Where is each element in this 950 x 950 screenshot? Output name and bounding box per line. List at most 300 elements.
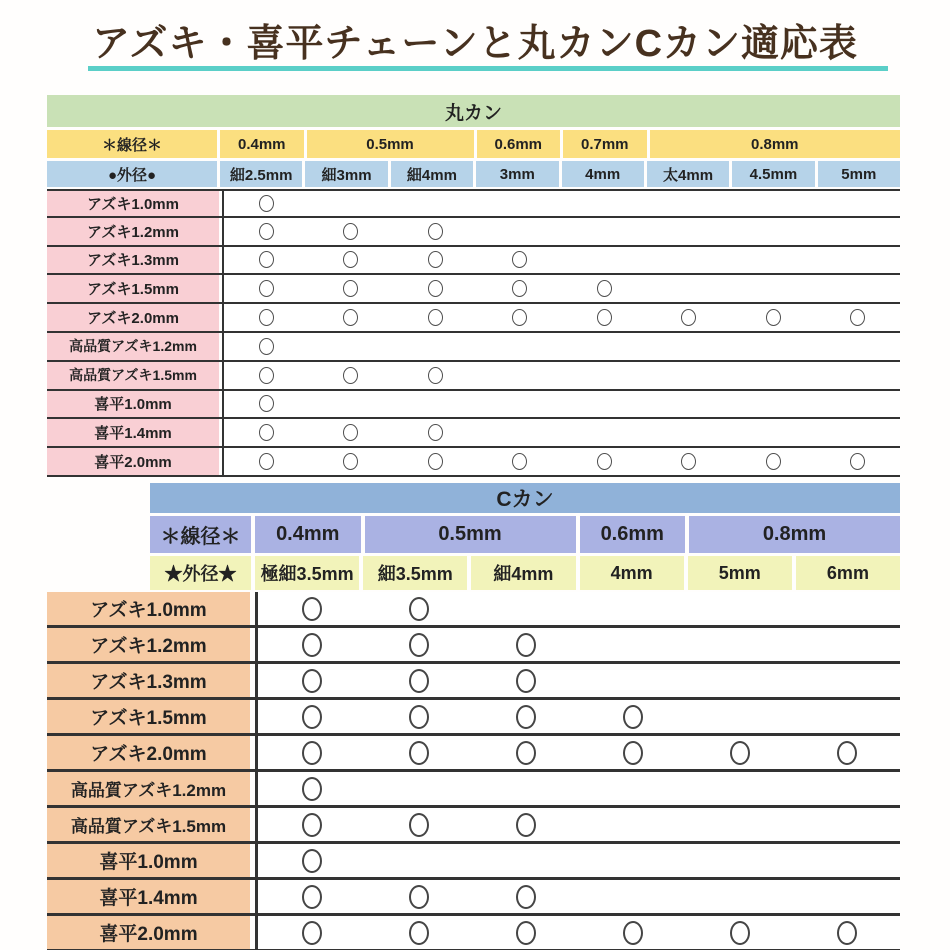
- compat-cell: [562, 304, 647, 331]
- circle-mark: [259, 309, 274, 326]
- compat-cell: [647, 191, 732, 216]
- compat-cell: [731, 304, 816, 331]
- circle-mark: [409, 921, 429, 945]
- outer-diameter-value: 4.5mm: [732, 161, 814, 187]
- compat-cell: [731, 391, 816, 418]
- compat-cells: [222, 191, 900, 216]
- outer-diameter-value: 3mm: [476, 161, 558, 187]
- compat-cell: [365, 844, 472, 877]
- circle-mark: [428, 251, 443, 268]
- compat-cell: [478, 275, 563, 302]
- compat-cell: [816, 304, 901, 331]
- compat-cells: [222, 419, 900, 446]
- compat-cells: [255, 880, 900, 913]
- compat-cell: [365, 880, 472, 913]
- compat-cell: [793, 880, 900, 913]
- compat-cells: [255, 772, 900, 805]
- compat-cell: [478, 448, 563, 475]
- wire-diameter-value: 0.4mm: [220, 130, 304, 158]
- compat-cell: [793, 808, 900, 841]
- compat-cell: [365, 628, 472, 661]
- compat-cell: [579, 844, 686, 877]
- compat-cell: [224, 247, 309, 274]
- compat-cell: [579, 916, 686, 949]
- table-row: [47, 628, 900, 664]
- circle-mark: [343, 223, 358, 240]
- chain-label: アズキ1.2mm: [47, 628, 250, 661]
- compat-cell: [793, 772, 900, 805]
- circle-mark: [302, 633, 322, 657]
- circle-mark: [302, 597, 322, 621]
- compat-cell: [647, 448, 732, 475]
- chain-label: 喜平1.4mm: [47, 880, 250, 913]
- circle-mark: [730, 741, 750, 765]
- chain-label: 喜平1.0mm: [47, 844, 250, 877]
- circle-mark: [259, 223, 274, 240]
- compat-cell: [309, 247, 394, 274]
- chain-label: アズキ2.0mm: [47, 304, 219, 331]
- chain-label: 喜平2.0mm: [47, 916, 250, 949]
- marukan-outer-diameter-row: [47, 161, 900, 187]
- outer-diameter-value: 4mm: [580, 556, 684, 590]
- wire-diameter-value: 0.7mm: [563, 130, 647, 158]
- compat-cell: [258, 700, 365, 733]
- ckan-wire-diameter-label: ＊線径＊: [150, 516, 251, 553]
- compat-cells: [255, 844, 900, 877]
- compat-cell: [478, 191, 563, 216]
- compat-cell: [562, 218, 647, 245]
- compat-cells: [255, 736, 900, 769]
- wire-diameter-value: 0.4mm: [255, 516, 361, 553]
- wire-diameter-value: 0.6mm: [580, 516, 686, 553]
- compat-cells: [222, 275, 900, 302]
- marukan-table-title: 丸カン: [47, 95, 900, 127]
- compat-cell: [309, 218, 394, 245]
- compat-cell: [686, 880, 793, 913]
- compat-cell: [816, 419, 901, 446]
- compat-cell: [731, 275, 816, 302]
- compat-cell: [472, 880, 579, 913]
- compat-cell: [365, 916, 472, 949]
- table-row: [47, 664, 900, 700]
- circle-mark: [512, 309, 527, 326]
- compat-cell: [816, 448, 901, 475]
- chain-label: 高品質アズキ1.5mm: [47, 808, 250, 841]
- circle-mark: [623, 921, 643, 945]
- compat-cell: [309, 391, 394, 418]
- circle-mark: [850, 309, 865, 326]
- compat-cells: [222, 218, 900, 245]
- wire-diameter-value: 0.8mm: [689, 516, 900, 553]
- compat-cell: [309, 333, 394, 360]
- compat-cells: [255, 592, 900, 625]
- circle-mark: [516, 921, 536, 945]
- circle-mark: [516, 813, 536, 837]
- circle-mark: [302, 885, 322, 909]
- compat-cell: [647, 362, 732, 389]
- compat-cell: [393, 333, 478, 360]
- compat-cell: [258, 736, 365, 769]
- ckan-outer-diameter-label: ★外径★: [150, 556, 251, 590]
- compat-cell: [224, 448, 309, 475]
- compat-cell: [647, 333, 732, 360]
- compat-cell: [258, 664, 365, 697]
- compat-cell: [579, 736, 686, 769]
- compat-cell: [731, 247, 816, 274]
- compat-cell: [686, 592, 793, 625]
- marukan-wire-diameter-row: [47, 130, 900, 158]
- compat-cell: [686, 664, 793, 697]
- compat-cell: [686, 700, 793, 733]
- marukan-outer-diameter-label: ●外径●: [47, 161, 217, 187]
- compat-cell: [816, 362, 901, 389]
- compat-cell: [562, 191, 647, 216]
- compat-cell: [816, 333, 901, 360]
- circle-mark: [409, 597, 429, 621]
- title-underline: [88, 66, 888, 71]
- chain-label: 高品質アズキ1.2mm: [47, 333, 219, 360]
- compat-cell: [393, 191, 478, 216]
- table-row: [47, 275, 900, 304]
- compat-cell: [579, 592, 686, 625]
- compat-cell: [365, 772, 472, 805]
- compat-cell: [731, 191, 816, 216]
- table-row: [47, 304, 900, 333]
- page-title: アズキ・喜平チェーンと丸カンCカン適応表: [91, 23, 859, 65]
- outer-diameter-value: 細3.5mm: [363, 556, 467, 590]
- compat-cells: [222, 362, 900, 389]
- chain-label: アズキ1.5mm: [47, 700, 250, 733]
- compat-cell: [686, 736, 793, 769]
- circle-mark: [428, 367, 443, 384]
- circle-mark: [409, 813, 429, 837]
- compat-cell: [579, 772, 686, 805]
- table-row: [47, 419, 900, 448]
- compat-cell: [647, 419, 732, 446]
- compat-cells: [255, 664, 900, 697]
- circle-mark: [428, 453, 443, 470]
- circle-mark: [409, 885, 429, 909]
- compat-cell: [472, 700, 579, 733]
- compat-cell: [393, 218, 478, 245]
- circle-mark: [302, 849, 322, 873]
- outer-diameter-value: 極細3.5mm: [255, 556, 359, 590]
- circle-mark: [837, 741, 857, 765]
- ckan-wire-diameter-row: [150, 516, 900, 553]
- compat-cell: [258, 916, 365, 949]
- circle-mark: [343, 453, 358, 470]
- circle-mark: [516, 705, 536, 729]
- compat-cell: [731, 419, 816, 446]
- compat-cell: [816, 275, 901, 302]
- compat-cell: [478, 304, 563, 331]
- wire-diameter-value: 0.6mm: [477, 130, 561, 158]
- compat-cell: [647, 218, 732, 245]
- compat-cell: [686, 844, 793, 877]
- chain-label: 高品質アズキ1.5mm: [47, 362, 219, 389]
- compat-cell: [309, 362, 394, 389]
- table-row: [47, 880, 900, 916]
- chain-label: アズキ1.2mm: [47, 218, 219, 245]
- chain-label: アズキ1.3mm: [47, 247, 219, 274]
- circle-mark: [409, 705, 429, 729]
- compat-cell: [731, 333, 816, 360]
- circle-mark: [302, 705, 322, 729]
- circle-mark: [766, 453, 781, 470]
- compat-cell: [793, 844, 900, 877]
- circle-mark: [512, 280, 527, 297]
- compat-cell: [478, 218, 563, 245]
- compat-cell: [816, 191, 901, 216]
- compat-cell: [393, 448, 478, 475]
- compat-cell: [365, 664, 472, 697]
- compat-cell: [579, 808, 686, 841]
- circle-mark: [837, 921, 857, 945]
- outer-diameter-value: 6mm: [796, 556, 900, 590]
- chain-label: アズキ1.5mm: [47, 275, 219, 302]
- circle-mark: [259, 338, 274, 355]
- compat-cell: [393, 419, 478, 446]
- compat-cell: [562, 391, 647, 418]
- compat-cell: [731, 362, 816, 389]
- compat-cell: [472, 844, 579, 877]
- table-row: [47, 391, 900, 420]
- compat-cells: [222, 391, 900, 418]
- circle-mark: [259, 280, 274, 297]
- compat-cell: [579, 664, 686, 697]
- compat-cell: [478, 333, 563, 360]
- table-row: [47, 448, 900, 477]
- compat-cell: [816, 218, 901, 245]
- chain-label: アズキ2.0mm: [47, 736, 250, 769]
- compat-cells: [222, 247, 900, 274]
- marukan-table: [47, 95, 900, 477]
- chain-label: アズキ1.0mm: [47, 592, 250, 625]
- compat-cell: [793, 664, 900, 697]
- compat-cell: [562, 247, 647, 274]
- circle-mark: [343, 251, 358, 268]
- ckan-table-body: [47, 592, 900, 950]
- compat-cell: [309, 304, 394, 331]
- circle-mark: [343, 424, 358, 441]
- wire-diameter-value: 0.8mm: [650, 130, 901, 158]
- compat-cell: [393, 304, 478, 331]
- circle-mark: [428, 309, 443, 326]
- compat-cell: [472, 808, 579, 841]
- compat-cell: [472, 772, 579, 805]
- compat-cells: [255, 808, 900, 841]
- compat-cell: [224, 333, 309, 360]
- compat-cell: [731, 218, 816, 245]
- compat-cell: [258, 592, 365, 625]
- compat-cells: [255, 916, 900, 949]
- circle-mark: [850, 453, 865, 470]
- compat-cell: [393, 247, 478, 274]
- circle-mark: [409, 633, 429, 657]
- wire-diameter-value: 0.5mm: [365, 516, 576, 553]
- circle-mark: [512, 453, 527, 470]
- circle-mark: [259, 195, 274, 212]
- compat-cell: [258, 844, 365, 877]
- chain-label: 高品質アズキ1.2mm: [47, 772, 250, 805]
- compat-cell: [686, 628, 793, 661]
- circle-mark: [259, 395, 274, 412]
- circle-mark: [343, 367, 358, 384]
- compat-cell: [793, 628, 900, 661]
- compat-cell: [793, 592, 900, 625]
- circle-mark: [516, 633, 536, 657]
- compat-cell: [731, 448, 816, 475]
- compat-cell: [258, 880, 365, 913]
- circle-mark: [409, 669, 429, 693]
- compat-cell: [579, 880, 686, 913]
- compat-cells: [222, 333, 900, 360]
- table-row: [47, 700, 900, 736]
- circle-mark: [302, 813, 322, 837]
- compat-cell: [686, 916, 793, 949]
- compat-cell: [472, 592, 579, 625]
- circle-mark: [428, 424, 443, 441]
- circle-mark: [343, 280, 358, 297]
- chain-label: アズキ1.0mm: [47, 191, 219, 216]
- compat-cell: [224, 275, 309, 302]
- compat-cell: [793, 700, 900, 733]
- outer-diameter-value: 太4mm: [647, 161, 729, 187]
- compat-cell: [224, 391, 309, 418]
- title-block: [0, 12, 950, 67]
- compat-cell: [562, 362, 647, 389]
- circle-mark: [516, 669, 536, 693]
- circle-mark: [302, 777, 322, 801]
- chain-label: 喜平1.4mm: [47, 419, 219, 446]
- compat-cell: [647, 247, 732, 274]
- compat-cell: [478, 391, 563, 418]
- compat-cell: [472, 628, 579, 661]
- table-row: [47, 736, 900, 772]
- compat-cell: [365, 736, 472, 769]
- table-row: [47, 592, 900, 628]
- chain-label: 喜平2.0mm: [47, 448, 219, 475]
- outer-diameter-value: 4mm: [562, 161, 644, 187]
- compat-cell: [258, 772, 365, 805]
- compat-cell: [686, 808, 793, 841]
- compat-cell: [478, 362, 563, 389]
- table-row: [47, 916, 900, 950]
- circle-mark: [516, 741, 536, 765]
- compat-cell: [816, 247, 901, 274]
- compat-cell: [686, 772, 793, 805]
- table-row: [47, 772, 900, 808]
- outer-diameter-value: 細2.5mm: [220, 161, 302, 187]
- compat-cell: [309, 191, 394, 216]
- circle-mark: [597, 309, 612, 326]
- circle-mark: [597, 453, 612, 470]
- circle-mark: [597, 280, 612, 297]
- circle-mark: [623, 741, 643, 765]
- compat-cell: [816, 391, 901, 418]
- compat-cell: [562, 333, 647, 360]
- circle-mark: [409, 741, 429, 765]
- compat-cell: [365, 808, 472, 841]
- chain-label: 喜平1.0mm: [47, 391, 219, 418]
- circle-mark: [428, 280, 443, 297]
- compat-cell: [393, 391, 478, 418]
- compat-cell: [365, 592, 472, 625]
- compat-cell: [309, 419, 394, 446]
- circle-mark: [512, 251, 527, 268]
- compat-cell: [647, 391, 732, 418]
- compat-cell: [365, 700, 472, 733]
- marukan-table-body: [47, 189, 900, 477]
- ckan-outer-diameter-row: [150, 556, 900, 590]
- outer-diameter-value: 5mm: [688, 556, 792, 590]
- table-row: [47, 844, 900, 880]
- circle-mark: [259, 453, 274, 470]
- compat-cells: [222, 304, 900, 331]
- compat-cell: [579, 700, 686, 733]
- circle-mark: [516, 885, 536, 909]
- compat-cell: [472, 916, 579, 949]
- compat-cell: [224, 304, 309, 331]
- circle-mark: [681, 309, 696, 326]
- compat-cell: [478, 247, 563, 274]
- chain-label: アズキ1.3mm: [47, 664, 250, 697]
- compat-cell: [309, 448, 394, 475]
- circle-mark: [343, 309, 358, 326]
- compat-cell: [224, 191, 309, 216]
- compat-cell: [647, 304, 732, 331]
- table-row: [47, 333, 900, 362]
- compat-cell: [224, 218, 309, 245]
- table-row: [47, 362, 900, 391]
- compat-cell: [562, 419, 647, 446]
- outer-diameter-value: 5mm: [818, 161, 900, 187]
- ckan-table-title: Cカン: [150, 483, 900, 513]
- circle-mark: [681, 453, 696, 470]
- compat-cell: [793, 736, 900, 769]
- circle-mark: [623, 705, 643, 729]
- compat-cell: [647, 275, 732, 302]
- compat-cells: [255, 628, 900, 661]
- outer-diameter-value: 細3mm: [305, 161, 387, 187]
- wire-diameter-value: 0.5mm: [307, 130, 474, 158]
- compat-cell: [224, 419, 309, 446]
- table-row: [47, 218, 900, 247]
- marukan-wire-diameter-label: ＊線径＊: [47, 130, 217, 158]
- compat-cell: [478, 419, 563, 446]
- compat-cells: [255, 700, 900, 733]
- compat-cell: [579, 628, 686, 661]
- compat-cell: [224, 362, 309, 389]
- outer-diameter-value: 細4mm: [471, 556, 575, 590]
- circle-mark: [259, 251, 274, 268]
- circle-mark: [302, 669, 322, 693]
- circle-mark: [259, 424, 274, 441]
- circle-mark: [302, 741, 322, 765]
- compat-cell: [793, 916, 900, 949]
- circle-mark: [766, 309, 781, 326]
- table-row: [47, 808, 900, 844]
- circle-mark: [259, 367, 274, 384]
- compat-cell: [472, 664, 579, 697]
- compat-cell: [393, 362, 478, 389]
- compat-cell: [309, 275, 394, 302]
- circle-mark: [730, 921, 750, 945]
- table-row: [47, 247, 900, 276]
- table-row: [47, 189, 900, 218]
- compat-cell: [393, 275, 478, 302]
- circle-mark: [302, 921, 322, 945]
